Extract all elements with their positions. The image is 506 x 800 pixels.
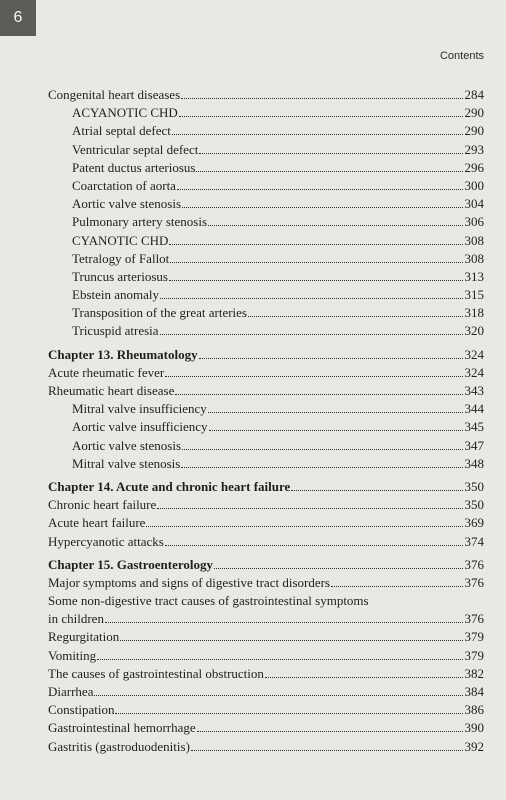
dot-leader [169, 280, 463, 281]
dot-leader [146, 526, 462, 527]
dot-leader [208, 412, 463, 413]
dot-leader [160, 298, 462, 299]
toc-entry[interactable] [48, 86, 484, 104]
toc-entry[interactable] [48, 719, 484, 737]
toc-entry-page: 382 [464, 665, 484, 681]
dot-leader [331, 586, 463, 587]
running-head: Contents [439, 50, 484, 62]
toc-entry-page: 306 [464, 214, 484, 230]
toc-entry-title: Chapter 15. Gastroenterology [48, 556, 214, 572]
page-number-tab [0, 0, 36, 36]
toc-entry-title: Hypercyanotic attacks [48, 533, 164, 549]
toc-entry-title: Chapter 13. Rheumatology [48, 346, 198, 362]
dot-leader [182, 449, 462, 450]
toc-entry-title: Chapter 14. Acute and chronic heart failure [48, 478, 291, 494]
toc-entry-page: 324 [464, 346, 484, 362]
dot-leader [179, 116, 463, 117]
toc-entry-page: 315 [464, 287, 484, 303]
toc-entry-page: 296 [464, 159, 484, 175]
dot-leader [197, 731, 463, 732]
toc-entry-page: 350 [464, 478, 484, 494]
toc-entry[interactable] [48, 104, 484, 122]
toc-entry-title: Ebstein anomaly [72, 287, 160, 303]
dot-leader [170, 262, 462, 263]
toc-entry-title: Gastrointestinal hemorrhage [48, 720, 196, 736]
toc-chapter-entry[interactable] [48, 478, 484, 496]
dot-leader [265, 677, 463, 678]
toc-entry[interactable] [48, 738, 484, 756]
dot-leader [177, 189, 463, 190]
toc-entry-title: The causes of gastrointestinal obstruction [48, 665, 264, 681]
toc-chapter-entry[interactable] [48, 346, 484, 364]
toc-entry[interactable] [48, 268, 484, 286]
toc-entry-title: CYANOTIC CHD [72, 232, 169, 248]
toc-entry-title: Constipation [48, 702, 115, 718]
toc-entry[interactable] [48, 213, 484, 231]
toc-entry[interactable] [48, 177, 484, 195]
dot-leader [209, 430, 463, 431]
toc-entry-page: 304 [464, 196, 484, 212]
dot-leader [248, 316, 463, 317]
toc-entry-page: 376 [464, 611, 484, 627]
toc-entry-title: Rheumatic heart disease [48, 383, 175, 398]
toc-entry-title: Regurgitation [48, 629, 120, 645]
toc-entry-page: 308 [464, 250, 484, 266]
toc-entry-page: 320 [464, 323, 484, 339]
dot-leader [175, 394, 462, 395]
toc-entry-page: 384 [464, 684, 484, 699]
toc-entry-title: Truncus arteriosus [72, 268, 168, 284]
toc-entry-page: 343 [464, 383, 484, 398]
toc-entry[interactable] [48, 455, 484, 473]
toc-entry-title: ACYANOTIC CHD [72, 105, 178, 121]
toc-entry[interactable] [48, 232, 484, 250]
toc-entry-title: Aortic valve stenosis [72, 437, 182, 453]
toc-entry-title: Vomiting [48, 647, 97, 663]
toc-entry-page: 390 [464, 720, 484, 736]
toc-entry-title: Mitral valve insufficiency [72, 401, 207, 417]
toc-entry-page: 374 [464, 533, 484, 549]
toc-entry-title: Diarrhea [48, 684, 94, 699]
dot-leader [172, 134, 463, 135]
toc-entry-title: Pulmonary artery stenosis [72, 214, 208, 230]
page-number: 6 [13, 9, 23, 26]
toc-entry-page: 376 [464, 574, 484, 590]
toc-entry-page: 284 [464, 87, 484, 102]
toc-entry-title: Tricuspid atresia [72, 323, 159, 339]
toc-entry[interactable] [48, 628, 484, 646]
dot-leader [165, 545, 463, 546]
toc-entry[interactable] [48, 701, 484, 719]
toc-entry[interactable] [48, 418, 484, 436]
toc-entry-page: 348 [464, 455, 484, 471]
dot-leader [291, 490, 462, 491]
toc-entry[interactable] [48, 574, 484, 592]
toc-entry-page: 392 [464, 738, 484, 754]
toc-entry[interactable] [48, 514, 484, 532]
toc-entry[interactable] [48, 304, 484, 322]
toc-entry-page: 369 [464, 515, 484, 531]
toc-entry[interactable] [48, 382, 484, 400]
toc-entry[interactable] [48, 496, 484, 514]
toc-entry-title: Gastritis (gastroduodenitis) [48, 738, 190, 754]
dot-leader [105, 622, 463, 623]
dot-leader [160, 334, 463, 335]
dot-leader [157, 508, 462, 509]
toc-entry-title: Acute heart failure [48, 515, 146, 531]
toc-entry-page: 308 [464, 232, 484, 248]
dot-leader [191, 750, 463, 751]
toc-entry[interactable] [48, 610, 484, 628]
toc-entry-page: 379 [464, 647, 484, 663]
dot-leader [208, 225, 462, 226]
dot-leader [115, 713, 462, 714]
toc-entry-page: 350 [464, 497, 484, 513]
toc-entry-title: Congenital heart diseases [48, 87, 181, 102]
toc-entry[interactable] [48, 647, 484, 665]
toc-entry-title: Mitral valve stenosis [72, 455, 181, 471]
toc-entry[interactable] [48, 159, 484, 177]
toc-entry-title: Major symptoms and signs of digestive tract disorders [48, 574, 330, 590]
toc-entry[interactable] [48, 533, 484, 551]
toc-entry-page: 300 [464, 177, 484, 193]
toc-entry[interactable] [48, 683, 484, 701]
toc-chapter-entry[interactable] [48, 556, 484, 574]
dot-leader [182, 207, 462, 208]
toc-entry-page: 386 [464, 702, 484, 718]
dot-leader [181, 467, 462, 468]
toc-entry[interactable] [48, 364, 484, 382]
toc-entry-title: Chronic heart failure [48, 497, 157, 513]
dot-leader [196, 171, 462, 172]
toc-entry-title: Acute rheumatic fever [48, 364, 165, 380]
dot-leader [97, 659, 462, 660]
toc-entry-title: Aortic valve insufficiency [72, 419, 208, 435]
dot-leader [199, 153, 462, 154]
table-of-contents [48, 86, 484, 756]
toc-entry-title-line: Some non-digestive tract causes of gastrointestinal symptoms [48, 593, 369, 609]
toc-entry[interactable] [48, 122, 484, 140]
toc-entry-title: Patent ductus arteriosus [72, 159, 196, 175]
dot-leader [214, 568, 462, 569]
toc-entry-page: 379 [464, 629, 484, 645]
toc-entry[interactable] [48, 195, 484, 213]
toc-entry-title: in children [48, 611, 104, 627]
toc-entry-page: 293 [464, 141, 484, 157]
toc-entry-page: 313 [464, 268, 484, 284]
toc-entry[interactable] [48, 322, 484, 340]
dot-leader [169, 244, 462, 245]
toc-entry-title: Aortic valve stenosis [72, 196, 182, 212]
toc-entry-page: 324 [464, 364, 484, 380]
toc-entry-page: 376 [464, 556, 484, 572]
toc-entry-title: Transposition of the great arteries [72, 305, 247, 321]
toc-entry-page: 347 [464, 437, 484, 453]
toc-entry-page: 290 [464, 123, 484, 139]
toc-entry-page: 345 [464, 419, 484, 435]
toc-entry-page: 290 [464, 105, 484, 121]
toc-entry[interactable] [48, 665, 484, 683]
toc-entry-title: Coarctation of aorta [72, 177, 176, 193]
dot-leader [94, 695, 462, 696]
toc-entry[interactable] [48, 400, 484, 418]
toc-entry[interactable] [48, 250, 484, 268]
toc-entry-title: Ventricular septal defect [72, 141, 199, 157]
toc-entry-title: Atrial septal defect [72, 123, 171, 139]
toc-entry-page: 344 [464, 401, 484, 417]
toc-entry-title: Tetralogy of Fallot [72, 250, 170, 266]
toc-entry-page: 318 [464, 305, 484, 321]
dot-leader [165, 376, 462, 377]
dot-leader [199, 358, 463, 359]
toc-entry[interactable] [48, 437, 484, 455]
toc-entry[interactable] [48, 141, 484, 159]
dot-leader [181, 98, 462, 99]
dot-leader [120, 640, 462, 641]
toc-entry[interactable] [48, 286, 484, 304]
